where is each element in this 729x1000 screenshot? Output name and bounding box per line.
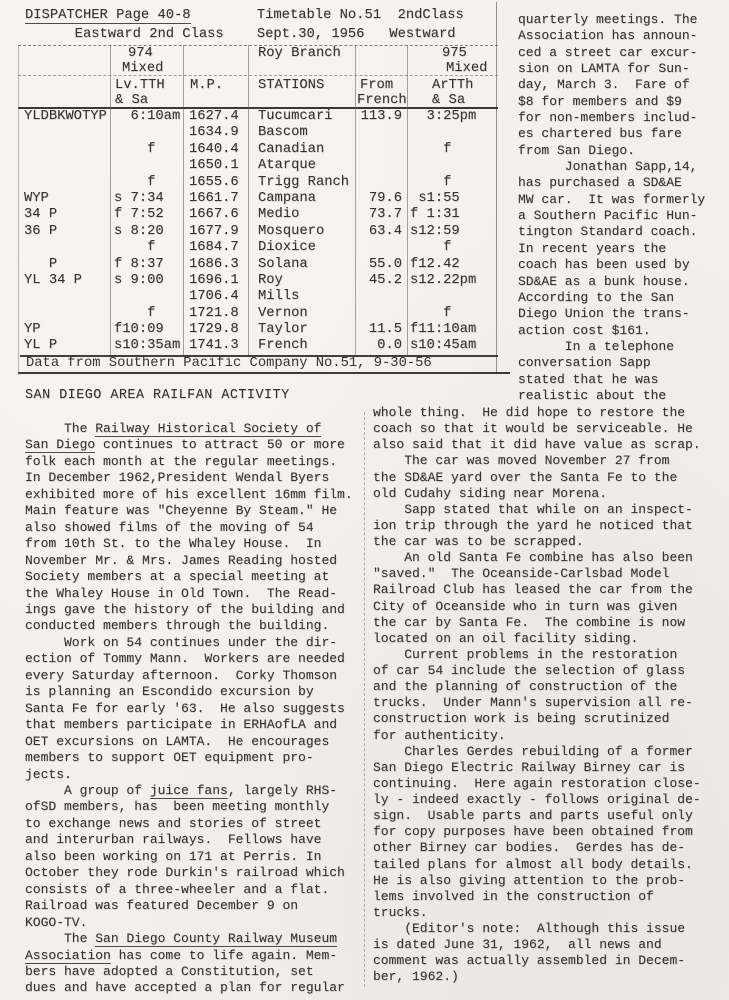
text-run: Eastward 2nd Class Sept.30, 1956 Westward (25, 27, 456, 42)
train-symbol-cell: P (24, 256, 58, 272)
column-divider-rule (364, 412, 365, 987)
leave-time-cell: f 7:52 (114, 207, 164, 223)
text-line: and the planning of construction of the (373, 679, 678, 695)
timetable-row (18, 175, 498, 191)
text-line: action cost $161. (518, 322, 651, 338)
text-run: The (25, 421, 96, 436)
train-symbol-cell: YLDBKWOTYP (24, 109, 107, 124)
leave-time-cell (110, 289, 183, 305)
text-line: Sapp stated that while on an inspect- (373, 501, 693, 517)
text-line: lems involved in the construction of (373, 888, 654, 904)
text-line: sign. Usable parts and parts useful only (373, 808, 693, 824)
arrive-time-cell: s10:45am (410, 338, 477, 354)
train-symbol-cell: YL P (24, 338, 58, 354)
text-line: In December 1962,President Wendal Byers (25, 470, 330, 486)
text-line: for non-members includ- (518, 110, 698, 126)
train-symbol-cell (18, 142, 110, 158)
text-line: Jonathan Sapp,14, (518, 159, 698, 175)
milepost-cell: 1706.4 (189, 289, 239, 305)
underlined-text: San Diego (25, 437, 96, 453)
text-run: The (25, 931, 96, 947)
arrive-time-cell (407, 125, 498, 141)
underlined-text: San Diego County Railway Museum (95, 931, 338, 947)
miles-from-french-cell: 79.6 (368, 190, 402, 206)
text-line (25, 6, 464, 25)
train-symbol-cell: 34 P (24, 207, 58, 223)
text-line: ofSD members, has been meeting monthly (25, 799, 330, 815)
milepost-cell: 1650.1 (189, 158, 239, 174)
station-cell: Solana (258, 256, 308, 272)
text-line (25, 25, 464, 44)
arrive-time-cell: f (410, 240, 452, 256)
text-line: Main feature was "Cheyenne By Steam." He (25, 503, 338, 519)
text-line: exhibited more of his excellent 16mm film. (25, 486, 353, 502)
station-cell: Mills (258, 289, 300, 305)
text-line: from 10th St. to the Whaley House. In (25, 536, 322, 552)
text-line: November Mr. & Mrs. James Reading hosted (25, 552, 338, 568)
masthead (25, 6, 464, 44)
leave-time-cell: s 9:00 (114, 272, 164, 288)
text-line (25, 931, 365, 947)
station-cell: Roy (258, 272, 283, 288)
text-line: folk each month at the regular meetings. (25, 453, 338, 469)
leave-time-cell: f (114, 174, 156, 190)
timetable-row (18, 273, 498, 289)
milepost-column-header: M.P. (190, 78, 224, 93)
miles-from-french-cell: 55.0 (368, 256, 402, 272)
text-line: Railroad Club has leased the car from the (373, 582, 693, 598)
arrive-time-cell: 3:25pm (410, 109, 477, 124)
arrive-time-cell: f (410, 174, 452, 190)
station-cell: Tucumcari (258, 109, 333, 124)
text-line: $8 for members and $9 (518, 93, 682, 109)
timetable-row (18, 240, 498, 256)
text-line: OET excursions on LAMTA. He encourages (25, 733, 330, 749)
text-line: also been working on 171 at Perris. In (25, 848, 322, 864)
timetable-row (18, 306, 498, 322)
train-type-east: Mixed (122, 61, 164, 76)
table-mid-rule (18, 75, 498, 76)
timetable-row (18, 125, 498, 141)
text-line: dues and have accepted a plan for regular (25, 980, 345, 996)
text-line: October they rode Durkin's railroad which (25, 865, 345, 881)
leave-time-cell: f (114, 240, 156, 256)
milepost-cell: 1686.3 (189, 256, 239, 272)
text-line: ced a street car excur- (518, 44, 698, 60)
text-line: a Southern Pacific Hun- (518, 208, 698, 224)
text-line: "saved." The Oceanside-Carlsbad Model (373, 566, 670, 582)
right-text-column (373, 405, 725, 986)
text-line: the Whaley House in Old Town. The Read- (25, 585, 338, 601)
arrive-time-cell (407, 289, 498, 305)
station-cell: Mosquero (258, 223, 325, 239)
train-symbol-cell: YL 34 P (24, 272, 82, 288)
text-line: continuing. Here again restoration close- (373, 775, 701, 791)
text-line: jects. (25, 766, 72, 782)
timetable-row (18, 142, 498, 158)
text-line: that members participate in ERHAofLA and (25, 717, 338, 733)
from-column-header: From (360, 78, 394, 93)
train-symbol-cell (18, 240, 110, 256)
arrive-column-header2: & Sa (432, 93, 466, 108)
article-heading: SAN DIEGO AREA RAILFAN ACTIVITY (25, 388, 290, 403)
timetable-row (18, 289, 498, 305)
miles-from-french-cell (355, 240, 407, 256)
leave-time-cell (110, 158, 183, 174)
text-line: Railroad was featured December 9 on (25, 898, 299, 914)
text-line: old Cudahy siding near Morena. (373, 485, 608, 501)
miles-from-french-cell: 0.0 (377, 338, 402, 354)
station-cell: Bascom (258, 125, 308, 141)
text-line: has purchased a SD&AE (518, 175, 682, 191)
table-source-note: Data from Southern Pacific Company No.51, 9-30-56 (26, 356, 432, 371)
text-line (25, 783, 365, 799)
text-line: is planning an Escondido excursion by (25, 684, 314, 700)
text-line: ber, 1962.) (373, 969, 459, 985)
leave-time-cell: s10:35am (114, 338, 181, 354)
milepost-cell: 1677.9 (189, 223, 239, 239)
station-cell: Vernon (258, 305, 308, 321)
text-line: Diego Union the trans- (518, 306, 690, 322)
arrive-time-cell: s1:55 (410, 190, 460, 206)
text-line: conducted members through the building. (25, 618, 330, 634)
train-symbol-cell (18, 306, 110, 322)
train-symbol-cell (18, 125, 110, 141)
leave-column-header2: & Sa (115, 93, 149, 108)
text-line: conversation Sapp (518, 355, 651, 371)
timetable-row (18, 158, 498, 174)
text-line: located on an oil facility siding. (373, 630, 639, 646)
text-line: to exchange news and stories of street (25, 815, 322, 831)
text-line: the SD&AE yard over the Santa Fe to the (373, 469, 678, 485)
text-line: KOGO-TV. (25, 914, 88, 930)
text-line: es chartered bus fare (518, 126, 682, 142)
train-symbol-cell: WYP (24, 190, 49, 206)
text-run: , largely RHS- (227, 782, 338, 798)
arrive-time-cell: f 1:31 (410, 207, 460, 223)
text-line: for copy purposes have been obtained from (373, 824, 693, 840)
text-line: MW car. It was formerly (518, 191, 706, 207)
station-cell: Trigg Ranch (258, 174, 350, 190)
text-line: Charles Gerdes rebuilding of a former (373, 743, 693, 759)
leave-column-header: Lv.TTH (115, 78, 165, 93)
text-line: members to support OET equipment pro- (25, 750, 314, 766)
milepost-cell: 1684.7 (189, 240, 239, 256)
text-line (25, 437, 365, 453)
milepost-cell: 1655.6 (189, 174, 239, 190)
leave-time-cell: 6:10am (114, 109, 181, 124)
miles-from-french-cell: 11.5 (368, 322, 402, 338)
timetable-row (18, 224, 498, 240)
text-line: Association has announ- (518, 28, 698, 44)
milepost-cell: 1627.4 (189, 109, 239, 124)
leave-time-cell: f10:09 (114, 322, 164, 338)
arrive-time-cell (407, 158, 498, 174)
text-line: coach has been used by (518, 257, 690, 273)
miles-from-french-cell (355, 142, 407, 158)
leave-time-cell: f (114, 305, 156, 321)
arrive-time-cell: f (410, 141, 452, 157)
miles-from-french-cell: 45.2 (368, 272, 402, 288)
timetable-body (18, 109, 498, 355)
station-cell: Taylor (258, 322, 308, 338)
text-line: City of Oceanside who in turn was given (373, 598, 678, 614)
text-line (25, 948, 365, 964)
text-line: realistic about the (518, 387, 667, 403)
leave-time-cell: f 8:37 (114, 256, 164, 272)
text-line: bers have adopted a Constitution, set (25, 963, 314, 979)
underlined-text: juice fans (149, 782, 228, 798)
train-symbol-cell (18, 289, 110, 305)
text-line: Santa Fe for early '63. He also suggests (25, 700, 345, 716)
text-line: for authenticity. (373, 727, 506, 743)
text-line: stated that he was (518, 371, 659, 387)
timetable-row (18, 109, 498, 125)
text-run: Timetable No.51 2ndClass (190, 8, 464, 23)
text-line: (Editor's note: Although this issue (373, 921, 686, 936)
arrive-time-cell: f (410, 305, 452, 321)
text-line: Current problems in the restoration (373, 646, 678, 662)
station-cell: Canadian (258, 141, 325, 157)
train-symbol-cell (18, 175, 110, 191)
text-line: In a telephone (518, 338, 675, 354)
text-line: SD&AE as a bunk house. (518, 273, 690, 289)
text-line: ection of Tommy Mann. Workers are needed (25, 651, 345, 667)
miles-from-french-cell: 113.9 (360, 109, 402, 124)
train-number-west: 975 (442, 46, 467, 61)
text-line (25, 421, 365, 437)
text-line: An old Santa Fe combine has also been (373, 550, 693, 566)
text-line: construction work is being scrutinized (373, 711, 670, 727)
miles-from-french-cell (355, 158, 407, 174)
underlined-text: DISPATCHER Page 40-8 (25, 8, 191, 23)
arrive-time-cell: s12.22pm (410, 272, 477, 288)
text-line: The car was moved November 27 from (373, 453, 670, 469)
train-type-west: Mixed (446, 61, 488, 76)
timetable-row (18, 257, 498, 273)
text-line: whole thing. He did hope to restore the (373, 405, 686, 420)
left-text-column (25, 421, 365, 997)
text-line: the car was to be scrapped. (373, 534, 584, 549)
milepost-cell: 1729.8 (189, 322, 239, 338)
stations-column-header: STATIONS (258, 78, 325, 93)
text-line: Society members at a special meeting at (25, 569, 330, 585)
arrive-time-cell: s12:59 (410, 223, 460, 239)
text-line: San Diego Electric Railway Birney car is (373, 759, 686, 775)
timetable-row (18, 207, 498, 223)
underlined-text: Railway Historical Society of (95, 421, 322, 436)
text-line: and interurban railways. Fellows have (25, 832, 322, 848)
timetable-row (18, 322, 498, 338)
text-line: trucks. (373, 904, 428, 920)
text-run: continues to attract 50 or more (95, 437, 345, 453)
underlined-text: Association (25, 947, 111, 963)
arrive-column-header: ArTTh (432, 78, 474, 93)
miles-from-french-cell (355, 175, 407, 191)
text-line: ion trip through the yard he noticed that (373, 517, 693, 533)
text-line: is dated June 31, 1962, all news and (373, 937, 662, 953)
milepost-cell: 1640.4 (189, 141, 239, 157)
text-line: coach so that it would be serviceable. He (373, 421, 693, 437)
leave-time-cell: f (114, 141, 156, 157)
text-run: has come to life again. Mem- (110, 947, 338, 963)
text-line: of car 54 include the selection of glass (373, 663, 686, 678)
station-cell: Dioxice (258, 240, 316, 256)
timetable-row (18, 338, 498, 354)
leave-time-cell: s 7:34 (114, 190, 164, 206)
text-line: trucks. Under Mann's supervision all re- (373, 695, 693, 711)
station-cell: French (258, 338, 308, 354)
text-line: tington Standard coach. (518, 224, 698, 240)
text-line: the car by Santa Fe. The combine is now (373, 614, 686, 630)
text-line: He is also giving attention to the prob- (373, 872, 686, 888)
milepost-cell: 1661.7 (189, 190, 239, 206)
miles-from-french-cell: 73.7 (368, 207, 402, 223)
text-line: consists of a three-wheeler and a flat. (25, 881, 330, 897)
sidebar-column (518, 12, 726, 404)
text-run: A group of (25, 782, 150, 798)
leave-time-cell (110, 125, 183, 141)
branch-name: Roy Branch (258, 46, 341, 61)
text-line: also showed films of the moving of 54 (25, 519, 314, 535)
text-line: quarterly meetings. The (518, 12, 698, 27)
text-line: from San Diego. (518, 142, 636, 158)
text-line: tailed plans for almost all body details. (373, 856, 693, 872)
timetable (18, 45, 498, 375)
text-line: day, March 3. Fare of (518, 77, 690, 93)
miles-from-french-cell (355, 306, 407, 322)
arrive-time-cell: f12.42 (410, 256, 460, 272)
milepost-cell: 1741.3 (189, 338, 239, 354)
station-cell: Campana (258, 190, 316, 206)
text-line: In recent years the (518, 240, 667, 256)
text-line: every Saturday afternoon. Corky Thomson (25, 667, 338, 683)
text-line: comment was actually assembled in Decem- (373, 953, 686, 969)
milepost-cell: 1634.9 (189, 125, 239, 141)
text-line: According to the San (518, 289, 675, 305)
text-line: Work on 54 continues under the dir- (25, 634, 338, 650)
text-line: sion on LAMTA for Sun- (518, 61, 690, 77)
arrive-time-cell: f11:10am (410, 322, 477, 338)
milepost-cell: 1721.8 (189, 305, 239, 321)
station-cell: Atarque (258, 158, 316, 174)
leave-time-cell: s 8:20 (114, 223, 164, 239)
train-symbol-cell: YP (24, 322, 41, 338)
miles-from-french-cell: 63.4 (368, 223, 402, 239)
miles-from-french-cell (355, 125, 407, 141)
timetable-row (18, 191, 498, 207)
miles-from-french-cell (355, 289, 407, 305)
text-line: also said that it did have value as scrap. (373, 437, 701, 453)
train-symbol-cell (18, 158, 110, 174)
text-line: ly - indeed exactly - follows original de- (373, 792, 701, 807)
from-column-header2: French (357, 93, 407, 108)
train-symbol-cell: 36 P (24, 223, 58, 239)
milepost-cell: 1667.6 (189, 207, 239, 223)
station-cell: Medio (258, 207, 300, 223)
milepost-cell: 1696.1 (189, 272, 239, 288)
text-line: other Birney car bodies. Gerdes has de- (373, 840, 686, 856)
train-number-east: 974 (128, 46, 153, 61)
text-line: ings gave the history of the building and (25, 601, 345, 617)
